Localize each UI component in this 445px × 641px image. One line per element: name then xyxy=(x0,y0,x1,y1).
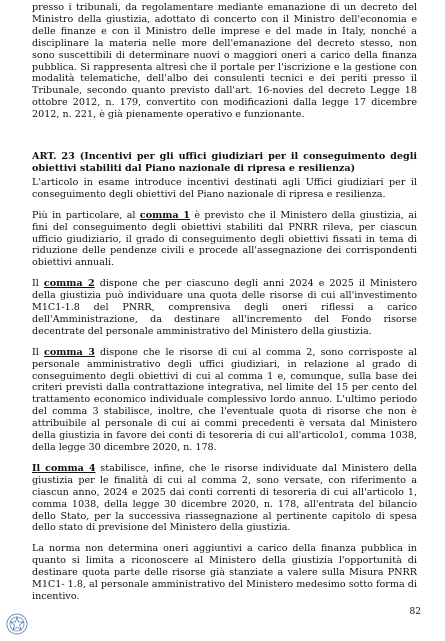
page-number: 82 xyxy=(409,607,421,617)
document-page xyxy=(32,2,417,603)
p3-text-a: Il xyxy=(32,278,44,290)
article-paragraph-2 xyxy=(32,210,417,270)
comma-1-ref: comma 1 xyxy=(139,209,190,221)
p4-text-b: dispone che le risorse di cui al comma 2, sono corrisposte al personale amministrativo degli uffici giudiziari, in relazione al grado di conseguimento degli obiettivi di cui al comma 1 e, comunque, sulla base dei criteri previsti dalla contrattazione integrativa, nel limite del 15 per cento del trattamento economico individuale complessivo lordo annuo. L'ultimo periodo del comma 3 stabilisce, inoltre, che l'eventuale quota di risorse che non è attribuibile al personale di cui ai commi precedenti è versata dal Ministero della giustizia in favore dei conti di tesoreria di cui all'articolo1, comma 1038, della legge 30 dicembre 2020, n. 178. xyxy=(32,346,417,453)
article-heading: ART. 23 (Incentivi per gli uffici giudiziari per il conseguimento degli obiettivi stabiliti dal Piano nazionale di ripresa e resilienza) xyxy=(32,151,417,174)
comma-3-ref: comma 3 xyxy=(44,346,95,358)
emblem-seal-icon xyxy=(6,613,28,635)
p3-text-b: dispone che per ciascuno degli anni 2024 e 2025 il Ministero della giustizia può individuare una quota delle risorse di cui all'investimento M1C1-1.8 del PNRR, comprensiva degli oneri riflessi a carico dell'Amministrazione, da destinare all'incremento del Fondo risorse decentrate del personale amministrativo del Ministero della giustizia. xyxy=(32,278,417,337)
article-paragraph-5 xyxy=(32,463,417,534)
p2-text-b: è previsto che il Ministero della giustizia, ai fini del conseguimento degli obiettivi stabiliti dal PNRR rileva, per ciascun ufficio giudiziario, il grado di conseguimento degli obiettivi fissati in tema di riduzione delle pendenze civili e procede all'assegnazione dei corrispondenti obiettivi annuali. xyxy=(32,209,418,269)
p2-text-a: Più in particolare, al xyxy=(32,209,140,221)
article-paragraph-3 xyxy=(32,278,417,338)
p4-text-a: Il xyxy=(32,346,45,358)
article-paragraph-1: L'articolo in esame introduce incentivi destinati agli Uffici giudiziari per il conseguimento degli obiettivi del Piano nazionale di ripresa e resilienza. xyxy=(32,176,417,200)
intro-paragraph: presso i tribunali, da regolamentare mediante emanazione di un decreto del Ministro della giustizia, adottato di concerto con il Ministro dell'economia e delle finanze e con il Ministro delle imprese e del made in Italy, nonché a disciplinare la materia nelle more dell'emanazione del decreto stesso, non sono suscettibili di determinare nuovi o maggiori oneri a carico della finanza pubblica. Si rappresenta altresì che il portale per l'iscrizione e la gestione con modalità telematiche, dell'albo dei consulenti tecnici e dei periti presso il Tribunale, secondo quanto previsto dall'art. 16-novies del decreto Legge 18 ottobre 2012, n. 179, convertito con modificazioni dalla legge 17 dicembre 2012, n. 221, è già pienamente operativo e funzionante. xyxy=(32,2,417,121)
comma-4-ref: Il comma 4 xyxy=(32,462,96,474)
p5-text-b: stabilisce, infine, che le risorse individuate dal Ministero della giustizia per le finalità di cui al comma 2, sono versate, con riferimento a ciascun anno, 2024 e 2025 dai conti correnti di tesoreria di cui all'articolo 1, comma 1038, della legge 30 dicembre 2020, n. 178, all'entrata del bilancio dello Stato, per la successiva riassegnazione al pertinente capitolo di spesa dello stato di previsione del Ministero della giustizia. xyxy=(32,462,417,534)
article-paragraph-6: La norma non determina oneri aggiuntivi a carico della finanza pubblica in quanto si limita a riconoscere al Ministero della giustizia l'opportunità di destinare quota parte delle risorse già stanziate a valere sulla Misura PNRR M1C1- 1.8, al personale amministrativo del Ministero medesimo sotto forma di incentivo. xyxy=(32,543,417,602)
article-paragraph-4 xyxy=(32,347,417,454)
comma-2-ref: comma 2 xyxy=(43,278,95,290)
